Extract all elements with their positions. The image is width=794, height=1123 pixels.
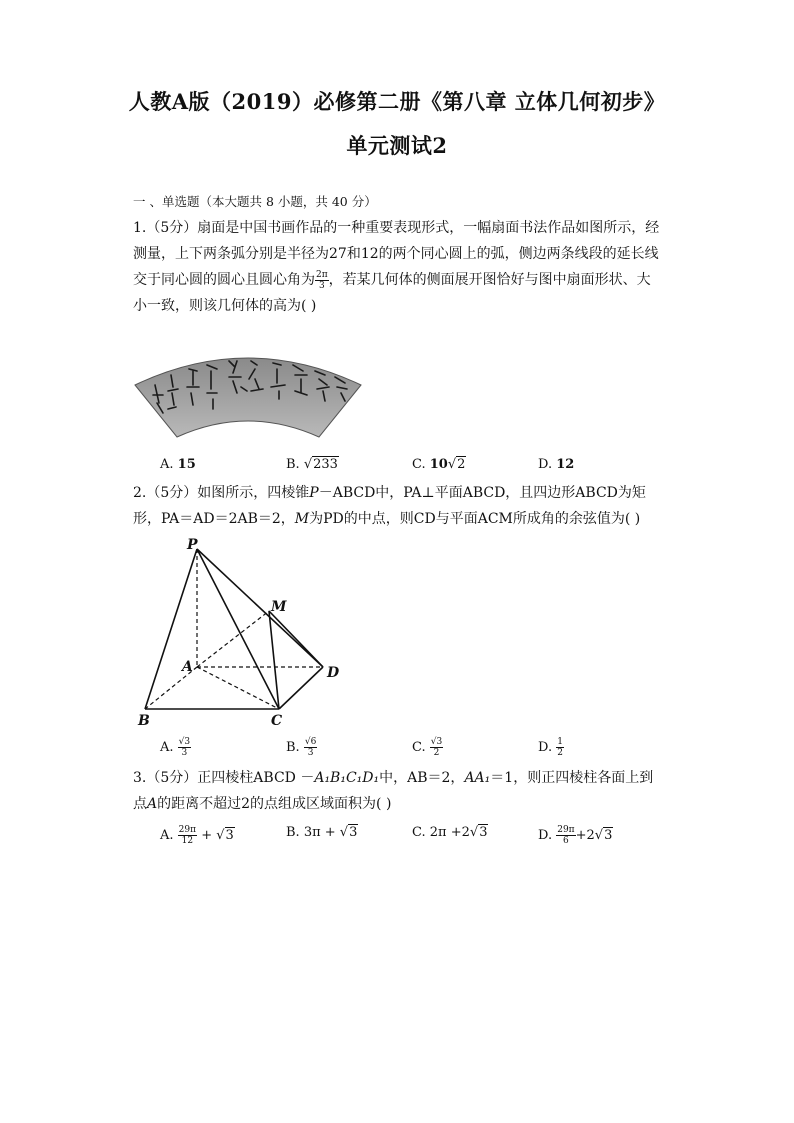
question-score: （5分） [146,485,198,501]
fan-calligraphy-figure [133,345,363,445]
question-1-options [160,457,680,479]
question-3-options [160,825,680,847]
question-3-text: 3.（5分）正四棱柱ABCD －A₁B₁C₁D₁中，AB＝2，AA₁＝1，则正四棱柱各面上到点A的距离不超过2的点组成区域面积为( ) [133,770,654,812]
option-c[interactable]: C. 10√2 [412,457,466,472]
pyramid-figure [133,537,348,729]
page-subtitle: 单元测试2 [346,133,448,158]
question-body: ＝1，则正四棱柱各面上到点 [133,770,654,812]
question-body: 中，AB＝2， [379,770,465,786]
question-score: （5分） [146,770,198,786]
option-a[interactable]: A. $\frac{29\pi}{12}$ + √3 [160,825,234,846]
option-b[interactable]: B. $\frac{√6}{3}$ [286,737,317,758]
question-body: 为PD的中点，则CD与平面ACM所成角的余弦值为( ) [309,511,641,527]
question-2-options [160,737,680,759]
question-body: 正四棱柱ABCD － [197,770,315,786]
question-body: 的距离不超过2的点组成区域面积为( ) [157,796,392,812]
option-d[interactable]: D. $\frac{1}{2}$ [538,737,563,758]
question-body: 扇面是中国书画作品的一种重要表现形式，一幅扇面书法作品如图所示，经测量，上下两条弧分别是半径为27和12的两个同心圆上的弧，侧边两条线段的延长线交于同心圆的圆心且圆心角为 [133,220,660,288]
vertex-label-d: D [327,665,340,681]
option-d[interactable]: D. $\frac{29\pi}{6}$ +2√3 [538,825,613,846]
option-a[interactable]: A. 15 [160,457,196,472]
option-b[interactable]: B. 3π + √3 [286,825,358,840]
question-2-text: 2.（5分）如图所示，四棱锥P－ABCD中，PA⊥平面ABCD，且四边形ABCD为矩形，PA＝AD＝2AB＝2，M为PD的中点，则CD与平面ACM所成角的余弦值为( ) [133,485,646,527]
option-c[interactable]: C. 2π +2√3 [412,825,488,840]
question-number: 3. [133,770,147,786]
question-body: －ABCD中，PA⊥平面ABCD，且四边形ABCD为矩形，PA＝AD＝2AB＝2， [133,485,646,527]
question-score: （5分） [146,220,198,236]
vertex-label-c: C [271,713,283,729]
question-number: 2. [133,485,147,501]
option-d[interactable]: D. 12 [538,457,575,472]
page-title: 人教A版（2019）必修第二册《第八章 立体几何初步》 [128,89,666,114]
question-number: 1. [133,220,147,236]
vertex-label-m: M [271,599,287,615]
option-b[interactable]: B. √233 [286,457,338,472]
angle-fraction: $\frac{2\pi}{3}$ [316,269,328,291]
vertex-label-p: P [187,537,198,553]
question-body: 如图所示，四棱锥 [197,485,310,501]
question-body: ，若某几何体的侧面展开图恰好与图中扇面形状、大小一致，则该几何体的高为( ) [133,272,651,314]
vertex-label-a: A [182,659,193,675]
vertex-label-b: B [138,713,150,729]
section-heading: 一 、单选题（本大题共 8 小题，共 40 分） [133,194,377,209]
question-1-text [133,215,663,319]
option-c[interactable]: C. $\frac{√3}{2}$ [412,737,443,758]
option-a[interactable]: A. $\frac{√3}{3}$ [160,737,191,758]
